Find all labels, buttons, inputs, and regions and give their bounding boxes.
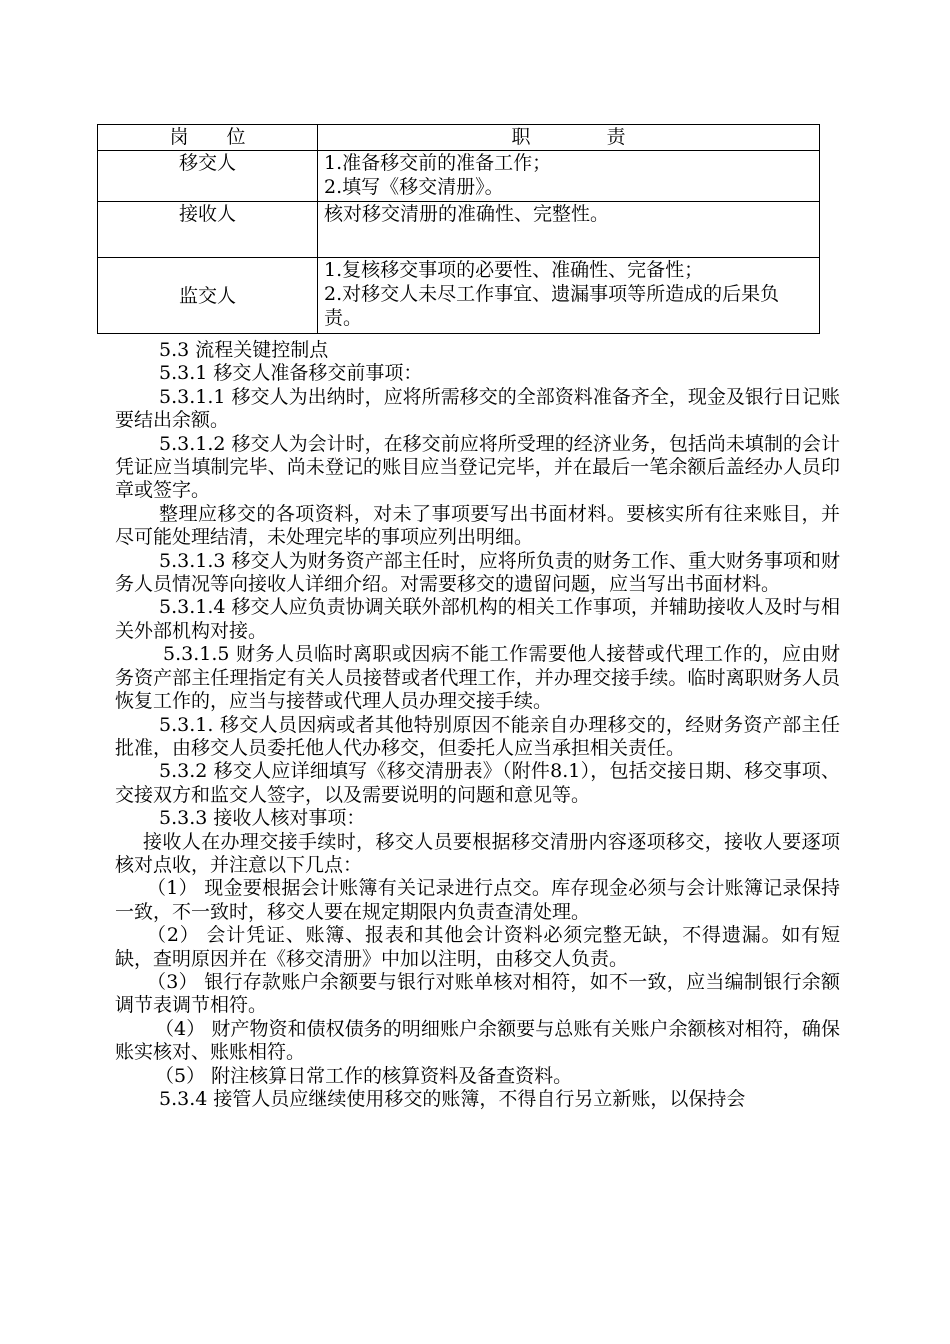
paragraph: 整理应移交的各项资料，对未了事项要写出书面材料。要核实所有往来账目，并尽可能处理结清，未处理完毕的事项应列出明细。 <box>115 502 840 549</box>
duty-line: 2.填写《移交清册》。 <box>324 176 504 198</box>
paragraph: 5.3.1. 移交人员因病或者其他特别原因不能亲自办理移交的，经财务资产部主任批准，由移交人员委托他人代办移交，但委托人应当承担相关责任。 <box>115 713 840 759</box>
subsection-heading: 5.3.3 接收人核对事项： <box>159 807 366 830</box>
duty-cell <box>318 202 820 258</box>
list-item: （3） 银行存款账户余额要与银行对账单核对相符，如不一致，应当编制银行余额调节表调节相符。 <box>115 970 840 1017</box>
paragraph: 5.3.1.1 移交人为出纳时，应将所需移交的全部资料准备齐全，现金及银行日记账要结出余额。 <box>115 385 840 432</box>
role-cell: 监交人 <box>98 258 318 334</box>
role-cell: 移交人 <box>98 151 318 202</box>
table-header-row <box>98 125 820 151</box>
duty-cell <box>318 258 820 334</box>
list-item: （2） 会计凭证、账簿、报表和其他会计资料必须完整无缺，不得遗漏。如有短缺，查明原因并在《移交清册》中加以注明，由移交人负责。 <box>115 924 840 970</box>
list-item: （5） 附注核算日常工作的核算资料及备查资料。 <box>155 1064 573 1087</box>
paragraph: 5.3.1.3 移交人为财务资产部主任时，应将所负责的财务工作、重大财务事项和财务人员情况等向接收人详细介绍。对需要移交的遗留问题，应当写出书面材料。 <box>115 549 840 596</box>
duty-cell <box>318 151 820 202</box>
duty-line: 2.对移交人未尽工作事宜、遗漏事项等所造成的后果负责。 <box>324 283 780 329</box>
paragraph: 5.3.1.4 移交人应负责协调关联外部机构的相关工作事项，并辅助接收人及时与相关外部机构对接。 <box>115 596 840 642</box>
paragraph: 接收人在办理交接手续时，移交人员要根据移交清册内容逐项移交，接收人要逐项核对点收，并注意以下几点： <box>115 830 840 876</box>
body-text <box>115 339 840 1111</box>
header-duty: 职 责 <box>318 125 820 151</box>
list-item: （4） 财产物资和债权债务的明细账户余额要与总账有关账户余额核对相符，确保账实核对、账账相符。 <box>115 1017 840 1064</box>
duty-table <box>97 124 820 334</box>
table-row <box>98 202 820 258</box>
list-item: （1） 现金要根据会计账簿有关记录进行点交。库存现金必须与会计账簿记录保持一致，不一致时，移交人要在规定期限内负责查清处理。 <box>115 877 840 923</box>
duty-line: 核对移交清册的准确性、完整性。 <box>324 203 610 225</box>
section-heading: 5.3 流程关键控制点 <box>159 339 329 361</box>
subsection-heading: 5.3.1 移交人准备移交前事项： <box>159 362 423 385</box>
header-position: 岗 位 <box>98 125 318 151</box>
duty-line: 1.复核移交事项的必要性、准确性、完备性； <box>324 259 704 281</box>
paragraph: 5.3.4 接管人员应继续使用移交的账簿，不得自行另立新账，以保持会 <box>159 1088 746 1110</box>
table-row <box>98 258 820 334</box>
paragraph: 5.3.1.5 财务人员临时离职或因病不能工作需要他人接替或代理工作的，应由财务资产部主任理指定有关人员接替或者代理工作，并办理交接手续。临时离职财务人员恢复工作的，应当与接替或代理人员办理交接手续。 <box>115 643 840 713</box>
paragraph: 5.3.2 移交人应详细填写《移交清册表》（附件8.1），包括交接日期、移交事项、交接双方和监交人签字，以及需要说明的问题和意见等。 <box>115 760 840 806</box>
paragraph: 5.3.1.2 移交人为会计时，在移交前应将所受理的经济业务，包括尚未填制的会计凭证应当填制完毕、尚未登记的账目应当登记完毕，并在最后一笔余额后盖经办人员印章或签字。 <box>115 432 840 502</box>
duty-line: 1.准备移交前的准备工作； <box>324 152 552 174</box>
role-cell: 接收人 <box>98 202 318 258</box>
table-row <box>98 151 820 202</box>
